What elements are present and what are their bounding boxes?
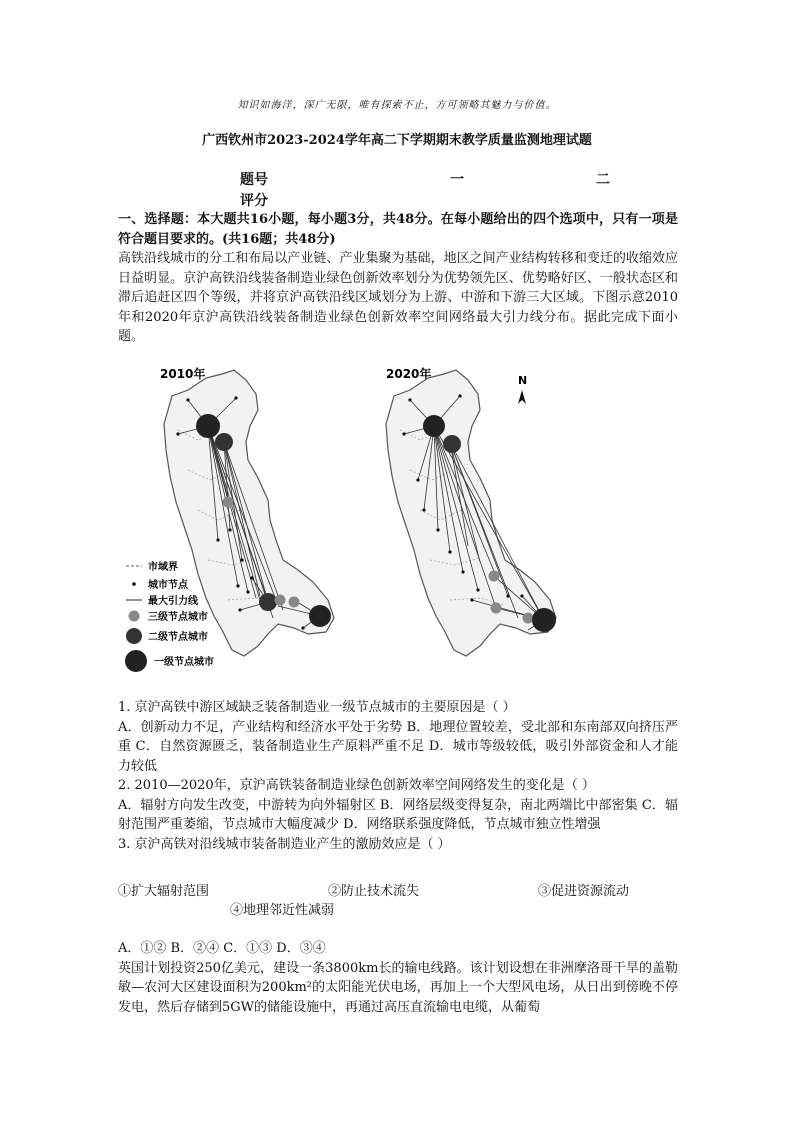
- map-2010-label: 2010年: [160, 367, 206, 381]
- legend-level3: 三级节点城市: [148, 612, 208, 623]
- legend-boundary: 市域界: [148, 562, 178, 573]
- legend-line: 最大引力线: [148, 596, 198, 607]
- map-2020-outline: [386, 370, 556, 656]
- section-heading: 一、选择题：本大题共16小题，每小题3分，共48分。在每小题给出的四个选项中，只有一项是符合题目要求的。(共16题；共48分): [118, 212, 678, 247]
- q3-item-2: ②防止技术流失: [328, 884, 420, 899]
- q3-item-1: ①扩大辐射范围: [118, 884, 210, 899]
- map-2020: [386, 366, 556, 656]
- score-col-1: 一: [450, 172, 464, 188]
- score-row-label: 题号: [240, 172, 268, 188]
- q3-stem: 3. 京沪高铁对沿线城市装备制造业产生的激励效应是（ ）: [118, 836, 451, 852]
- q1-stem: 1. 京沪高铁中游区域缺乏装备制造业一级节点城市的主要原因是（ ）: [118, 700, 516, 715]
- legend-node: 城市节点: [148, 580, 188, 591]
- q3-item-4: ④地理邻近性减弱: [230, 903, 335, 918]
- north-label: N: [518, 374, 528, 387]
- page-title: 广西钦州市2023-2024学年高二下学期期末教学质量监测地理试题: [202, 133, 592, 148]
- passage-2: 英国计划投资250亿美元，建设一条3800km长的输电线路。该计划设想在非洲摩洛哥干旱的盖勒敏—农河大区建设面积为200km²的太阳能光伏电场，再加上一个大型风电场，从日出到傍晚不停发电，然后存储到5GW的储能设施中，再通过高压直流输电电缆，从葡萄: [118, 960, 678, 1015]
- q2-stem: 2. 2010—2020年，京沪高铁装备制造业绿色创新效率空间网络发生的变化是（ ）: [118, 778, 595, 793]
- map-figure: [118, 360, 678, 680]
- north-arrow-icon: [518, 390, 526, 404]
- q2-options: A．辐射方向发生改变，中游转为向外辐射区 B．网络层级变得复杂，南北两端比中部密集 C．辐射范围严重萎缩，节点城市大幅度减少 D．网络联系强度降低，节点城市独立性增强: [118, 797, 678, 832]
- section-1: [118, 210, 678, 347]
- map-2020-label: 2020年: [386, 367, 432, 381]
- q3-options: A．①② B．②④ C．①③ D．③④: [118, 941, 326, 956]
- score-label: 评分: [240, 193, 268, 209]
- q3-block: [118, 939, 678, 1017]
- legend-level1: 一级节点城市: [154, 657, 214, 668]
- q3-item-3: ③促进资源流动: [538, 884, 630, 899]
- questions: [118, 698, 678, 854]
- q1-options: A．创新动力不足，产业结构和经济水平处于劣势 B．地理位置较差，受北部和东南部双向挤压严重 C．自然资源匮乏，装备制造业生产原料严重不足 D．城市等级较低，吸引外部资金和人才能力较低: [118, 719, 678, 774]
- score-col-2: 二: [596, 172, 610, 188]
- passage-1: 高铁沿线城市的分工和布局以产业链、产业集聚为基础，地区之间产业结构转移和变迁的收缩效应日益明显。京沪高铁沿线装备制造业绿色创新效率划分为优势领先区、优势略好区、一般状态区和滞后追赶区四个等级，并将京沪高铁沿线区域划分为上游、中游和下游三大区域。下图示意2010年和2020年京沪高铁沿线装备制造业绿色创新效率空间网络最大引力线分布。据此完成下面小题。: [118, 251, 678, 344]
- motto: 知识如海洋，深广无限，唯有探索不止，方可领略其魅力与价值。: [237, 100, 557, 111]
- legend-level2: 二级节点城市: [148, 632, 208, 643]
